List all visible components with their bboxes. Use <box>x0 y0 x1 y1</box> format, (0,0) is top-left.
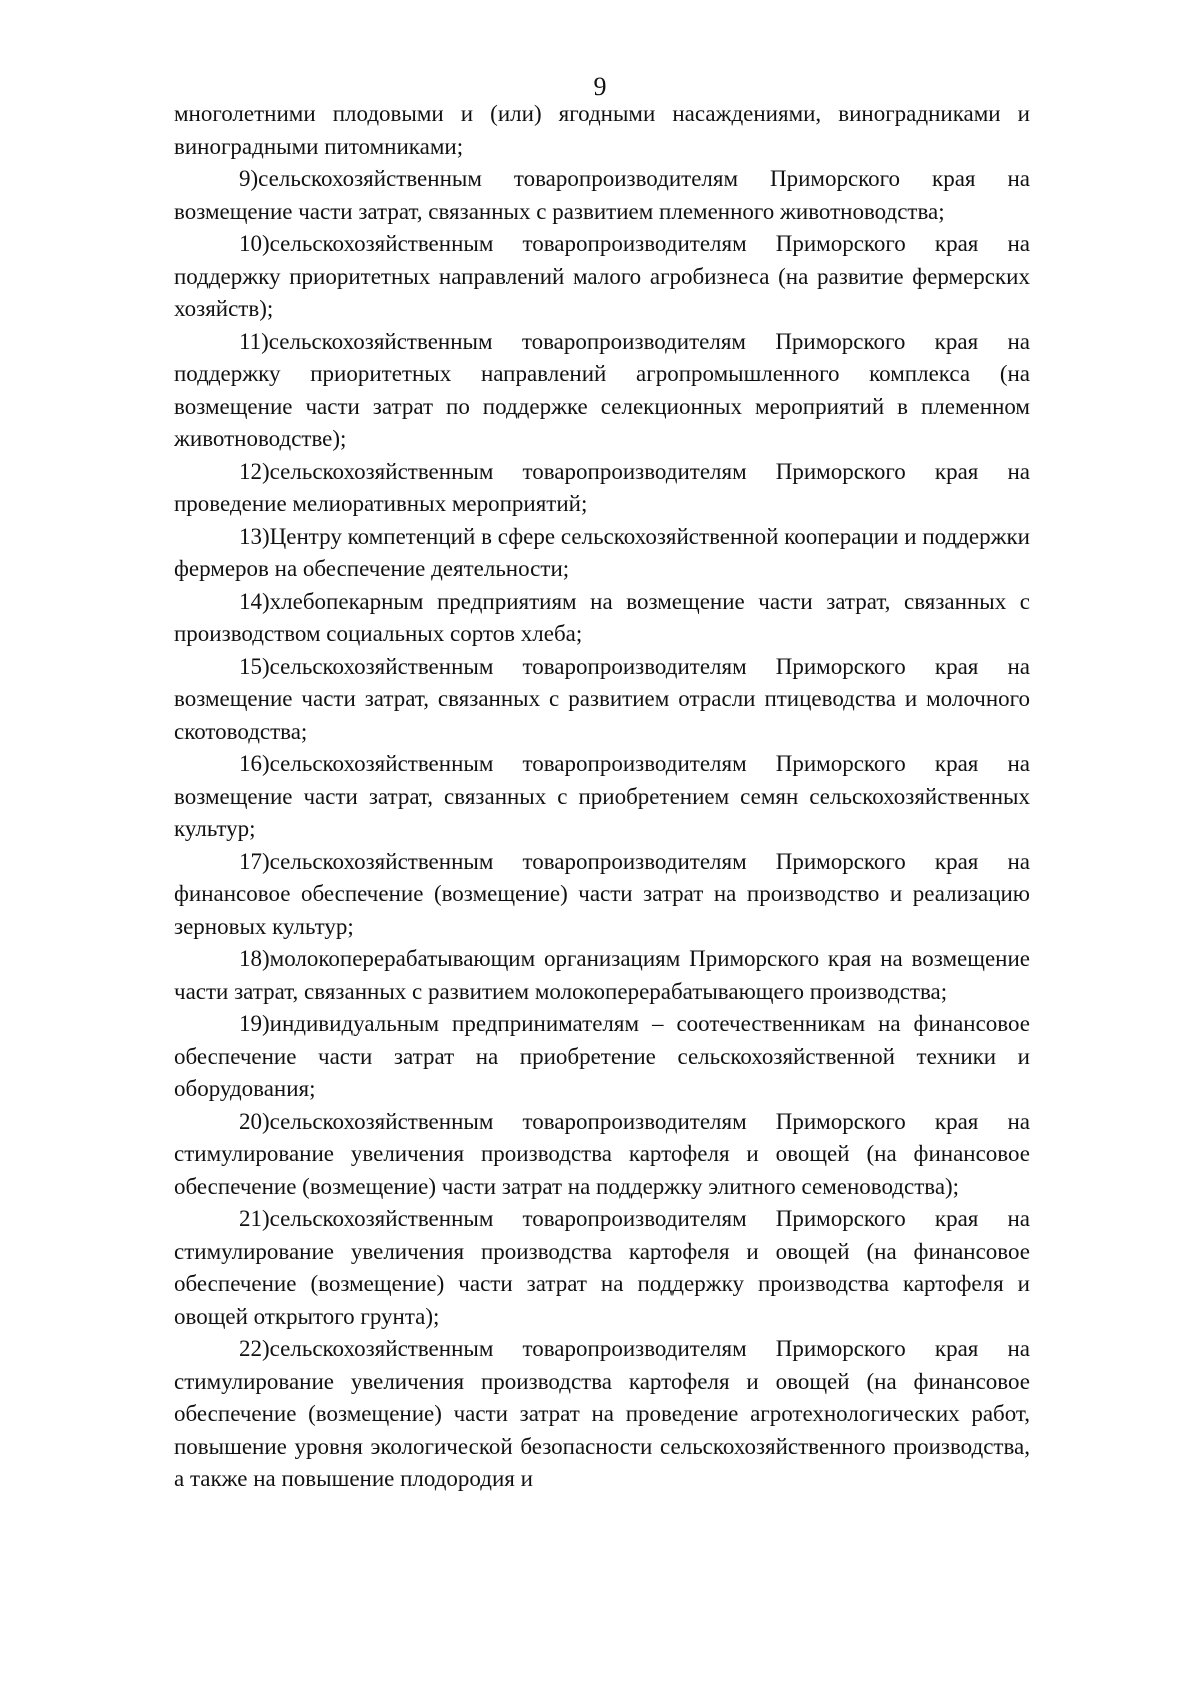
list-item-21: 21)сельскохозяйственным товаропроизводителям Приморского края на стимулирование увеличения производства картофеля и овощей (на финансовое обеспечение (возмещение) части затрат на поддержку производства картофеля и овощей открытого грунта); <box>174 1206 1030 1329</box>
list-item-15: 15)сельскохозяйственным товаропроизводителям Приморского края на возмещение части затрат, связанных с развитием отрасли птицеводства и молочного скотоводства; <box>174 653 1030 744</box>
list-item-18: 18)молокоперерабатывающим организациям Приморского края на возмещение части затрат, связанных с развитием молокоперерабатывающего производства; <box>174 946 1030 1004</box>
paragraph-continuation: многолетними плодовыми и (или) ягодными насаждениями, виноградниками и виноградными питомниками; <box>174 101 1030 159</box>
list-item-14: 14)хлебопекарным предприятиям на возмещение части затрат, связанных с производством социальных сортов хлеба; <box>174 588 1030 646</box>
list-item-16: 16)сельскохозяйственным товаропроизводителям Приморского края на возмещение части затрат, связанных с приобретением семян сельскохозяйственных культур; <box>174 751 1030 841</box>
list-item-10: 10)сельскохозяйственным товаропроизводителям Приморского края на поддержку приоритетных направлений малого агробизнеса (на развитие фермерских хозяйств); <box>174 231 1030 321</box>
list-item-22: 22)сельскохозяйственным товаропроизводителям Приморского края на стимулирование увеличения производства картофеля и овощей (на финансовое обеспечение (возмещение) части затрат на проведение агротехнологических работ, повышение уровня экологической безопасности сельскохозяйственного производства, а также на повышение плодородия и <box>174 1336 1030 1491</box>
list-item-19: 19)индивидуальным предпринимателям – соотечественникам на финансовое обеспечение части затрат на приобретение сельскохозяйственной техники и оборудования; <box>174 1011 1030 1101</box>
list-item-9: 9)сельскохозяйственным товаропроизводителям Приморского края на возмещение части затрат, связанных с развитием племенного животноводства; <box>174 166 1030 224</box>
page-number: 9 <box>593 72 607 101</box>
list-item-11: 11)сельскохозяйственным товаропроизводителям Приморского края на поддержку приоритетных направлений агропромышленного комплекса (на возмещение части затрат по поддержке селекционных мероприятий в племенном животноводстве); <box>174 328 1030 451</box>
document-body <box>174 98 1030 1496</box>
list-item-12: 12)сельскохозяйственным товаропроизводителям Приморского края на проведение мелиоративных мероприятий; <box>174 458 1030 516</box>
list-item-13: 13)Центру компетенций в сфере сельскохозяйственной кооперации и поддержки фермеров на обеспечение деятельности; <box>174 523 1030 581</box>
list-item-20: 20)сельскохозяйственным товаропроизводителям Приморского края на стимулирование увеличения производства картофеля и овощей (на финансовое обеспечение (возмещение) части затрат на поддержку элитного семеноводства); <box>174 1108 1030 1199</box>
list-item-17: 17)сельскохозяйственным товаропроизводителям Приморского края на финансовое обеспечение (возмещение) части затрат на производство и реализацию зерновых культур; <box>174 848 1030 939</box>
